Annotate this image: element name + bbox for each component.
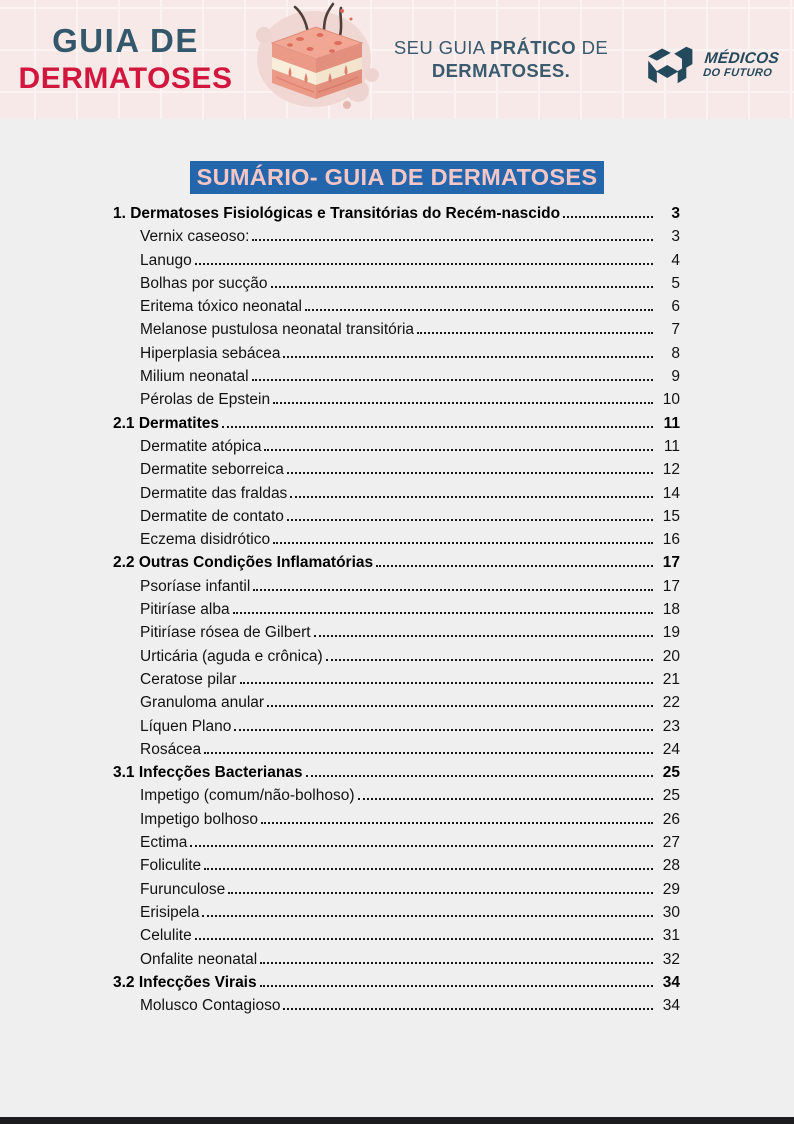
dot-leader: [252, 379, 653, 381]
toc-entry-page: 31: [662, 927, 680, 945]
dot-leader: [240, 682, 654, 684]
toc-entry-label: Ectima: [140, 834, 188, 852]
toc-entry-page: 25: [662, 787, 680, 805]
toc-entry: [113, 764, 680, 787]
header-banner: [0, 0, 794, 119]
brand-title-line2: DERMATOSES: [18, 61, 233, 95]
toc-entry-page: 17: [662, 554, 680, 572]
toc-entry-page: 23: [662, 717, 680, 735]
toc-entry: [113, 881, 680, 904]
tagline-line2: DERMATOSES.: [431, 60, 571, 82]
toc-entry-page: 4: [671, 251, 680, 269]
toc-entry: [113, 951, 680, 974]
toc-entry: [113, 834, 680, 857]
brand-title: [18, 24, 233, 96]
summary-title-highlight: SUMÁRIO- GUIA DE DERMATOSES: [190, 161, 605, 194]
dot-leader: [273, 402, 653, 404]
toc-entry-label: Dermatite das fraldas: [140, 484, 288, 502]
toc-entry-page: 30: [662, 903, 680, 921]
toc-entry: [113, 601, 680, 624]
skin-layers-illustration: [250, 1, 384, 117]
dot-leader: [252, 239, 653, 241]
toc-entry: [113, 648, 680, 671]
toc-entry: [113, 345, 680, 368]
dot-leader: [204, 868, 653, 870]
toc-entry-label: 3.1 Infecções Bacterianas: [113, 764, 303, 782]
toc-entry-page: 6: [671, 298, 680, 316]
dot-leader: [202, 915, 653, 917]
toc-entry-page: 8: [671, 344, 680, 362]
dot-leader: [228, 892, 653, 894]
dot-leader: [358, 798, 653, 800]
toc-entry-label: Urticária (aguda e crônica): [140, 647, 323, 665]
toc-entry-label: Melanose pustulosa neonatal transitória: [140, 321, 415, 339]
toc-entry-page: 21: [662, 670, 680, 688]
toc-entry: [113, 275, 680, 298]
toc-entry-label: 3.2 Infecções Virais: [113, 973, 257, 991]
toc-entry: [113, 554, 680, 577]
toc-entry-page: 15: [662, 507, 680, 525]
dot-leader: [273, 542, 653, 544]
brand-title-line1: GUIA DE: [52, 22, 199, 59]
toc-entry-label: Dermatite seborreica: [140, 461, 284, 479]
skin-illustration-graphic: [250, 1, 384, 117]
table-of-contents: [113, 205, 680, 1020]
toc-entry-label: Onfalite neonatal: [140, 950, 258, 968]
dot-leader: [234, 729, 653, 731]
toc-entry-page: 29: [662, 880, 680, 898]
toc-entry-label: Pérolas de Epstein: [140, 391, 271, 409]
dot-leader: [306, 775, 653, 777]
dot-leader: [283, 356, 653, 358]
dot-leader: [260, 962, 653, 964]
toc-entry-label: 2.2 Outras Condições Inflamatórias: [113, 554, 374, 572]
toc-entry: [113, 485, 680, 508]
toc-entry-label: Psoríase infantil: [140, 577, 251, 595]
toc-entry: [113, 718, 680, 741]
document-body: [0, 156, 794, 1020]
toc-entry-label: 2.1 Dermatites: [113, 414, 219, 432]
toc-entry: [113, 671, 680, 694]
dot-leader: [287, 472, 653, 474]
toc-entry-label: Dermatite de contato: [140, 507, 284, 525]
toc-entry-page: 11: [663, 437, 680, 455]
toc-entry-label: Ceratose pilar: [140, 670, 237, 688]
toc-entry: [113, 787, 680, 810]
dot-leader: [314, 635, 653, 637]
toc-entry-label: Lanugo: [140, 251, 192, 269]
dot-leader: [264, 449, 653, 451]
toc-entry-label: Impetigo (comum/não-bolhoso): [140, 787, 355, 805]
dot-leader: [233, 612, 653, 614]
toc-entry: [113, 694, 680, 717]
toc-entry-label: Eritema tóxico neonatal: [140, 298, 302, 316]
toc-entry: [113, 997, 680, 1020]
toc-entry-label: Eczema disidrótico: [140, 531, 271, 549]
toc-entry-page: 22: [662, 694, 680, 712]
toc-entry-page: 25: [662, 764, 680, 782]
dot-leader: [195, 938, 653, 940]
toc-entry-label: Líquen Plano: [140, 717, 232, 735]
toc-entry-label: Foliculite: [140, 857, 202, 875]
toc-entry-page: 32: [662, 950, 680, 968]
medicos-do-futuro-logo-text: [702, 51, 779, 79]
dot-leader: [417, 332, 653, 334]
toc-entry: [113, 438, 680, 461]
toc-entry: [113, 904, 680, 927]
toc-entry-label: Vernix caseoso:: [140, 228, 250, 246]
toc-entry-page: 19: [662, 624, 680, 642]
dot-leader: [190, 845, 653, 847]
dot-leader: [287, 519, 653, 521]
toc-entry-page: 7: [671, 321, 680, 339]
dot-leader: [204, 752, 653, 754]
dot-leader: [283, 1008, 653, 1010]
dot-leader: [260, 985, 653, 987]
dot-leader: [563, 216, 653, 218]
toc-entry: [113, 624, 680, 647]
toc-entry-label: Bolhas por sucção: [140, 274, 268, 292]
toc-entry-label: Dermatite atópica: [140, 437, 262, 455]
toc-entry: [113, 415, 680, 438]
toc-entry-page: 26: [662, 810, 680, 828]
summary-title: [0, 156, 794, 193]
toc-entry-page: 14: [662, 484, 680, 502]
toc-entry-label: Furunculose: [140, 880, 226, 898]
toc-entry: [113, 461, 680, 484]
toc-entry-page: 34: [662, 997, 680, 1015]
logo-text-line2: DO FUTURO: [702, 66, 773, 79]
toc-entry-label: Pitiríase alba: [140, 601, 230, 619]
toc-entry: [113, 205, 680, 228]
toc-entry: [113, 531, 680, 554]
tagline-line1: SEU GUIA PRÁTICO DE: [393, 37, 609, 58]
dot-leader: [222, 426, 653, 428]
dot-leader: [253, 589, 653, 591]
toc-entry-page: 11: [663, 414, 680, 432]
toc-entry-page: 18: [662, 601, 680, 619]
toc-entry: [113, 811, 680, 834]
toc-entry-label: Molusco Contagioso: [140, 997, 281, 1015]
toc-entry: [113, 857, 680, 880]
toc-entry-label: 1. Dermatoses Fisiológicas e Transitórias do Recém-nascido: [113, 205, 561, 222]
dot-leader: [271, 286, 653, 288]
header-tagline: [385, 37, 617, 82]
toc-entry: [113, 228, 680, 251]
toc-entry-page: 3: [671, 205, 680, 222]
toc-entry-label: Granuloma anular: [140, 694, 265, 712]
toc-entry-page: 16: [662, 531, 680, 549]
toc-entry: [113, 974, 680, 997]
toc-entry-page: 34: [662, 973, 680, 991]
dot-leader: [376, 565, 653, 567]
toc-entry: [113, 298, 680, 321]
dot-leader: [290, 496, 653, 498]
toc-entry-page: 12: [662, 461, 680, 479]
toc-entry-label: Celulite: [140, 927, 192, 945]
toc-entry: [113, 321, 680, 344]
toc-entry: [113, 252, 680, 275]
toc-entry-label: Rosácea: [140, 740, 202, 758]
toc-entry-label: Erisipela: [140, 903, 200, 921]
dot-leader: [261, 822, 653, 824]
toc-entry-page: 28: [662, 857, 680, 875]
toc-entry-page: 24: [662, 740, 680, 758]
toc-entry-page: 17: [662, 577, 680, 595]
toc-entry-label: Impetigo bolhoso: [140, 810, 259, 828]
toc-entry-page: 5: [671, 274, 680, 292]
toc-entry: [113, 741, 680, 764]
dot-leader: [267, 705, 653, 707]
toc-entry: [113, 391, 680, 414]
bottom-bar: [0, 1117, 794, 1124]
dot-leader: [305, 309, 653, 311]
toc-entry-page: 20: [662, 647, 680, 665]
dot-leader: [195, 263, 653, 265]
medicos-do-futuro-logo: [643, 42, 778, 88]
toc-entry: [113, 508, 680, 531]
logo-text-line1: MÉDICOS: [703, 50, 780, 68]
medicos-do-futuro-logo-icon: [643, 42, 695, 88]
toc-entry-label: Milium neonatal: [140, 368, 249, 386]
toc-entry: [113, 578, 680, 601]
toc-entry: [113, 927, 680, 950]
toc-entry-page: 27: [662, 834, 680, 852]
toc-entry-label: Hiperplasia sebácea: [140, 344, 281, 362]
dot-leader: [326, 659, 653, 661]
toc-entry-page: 3: [671, 228, 680, 246]
toc-entry: [113, 368, 680, 391]
toc-entry-page: 9: [671, 368, 680, 386]
toc-entry-label: Pitiríase rósea de Gilbert: [140, 624, 311, 642]
toc-entry-page: 10: [662, 391, 680, 409]
